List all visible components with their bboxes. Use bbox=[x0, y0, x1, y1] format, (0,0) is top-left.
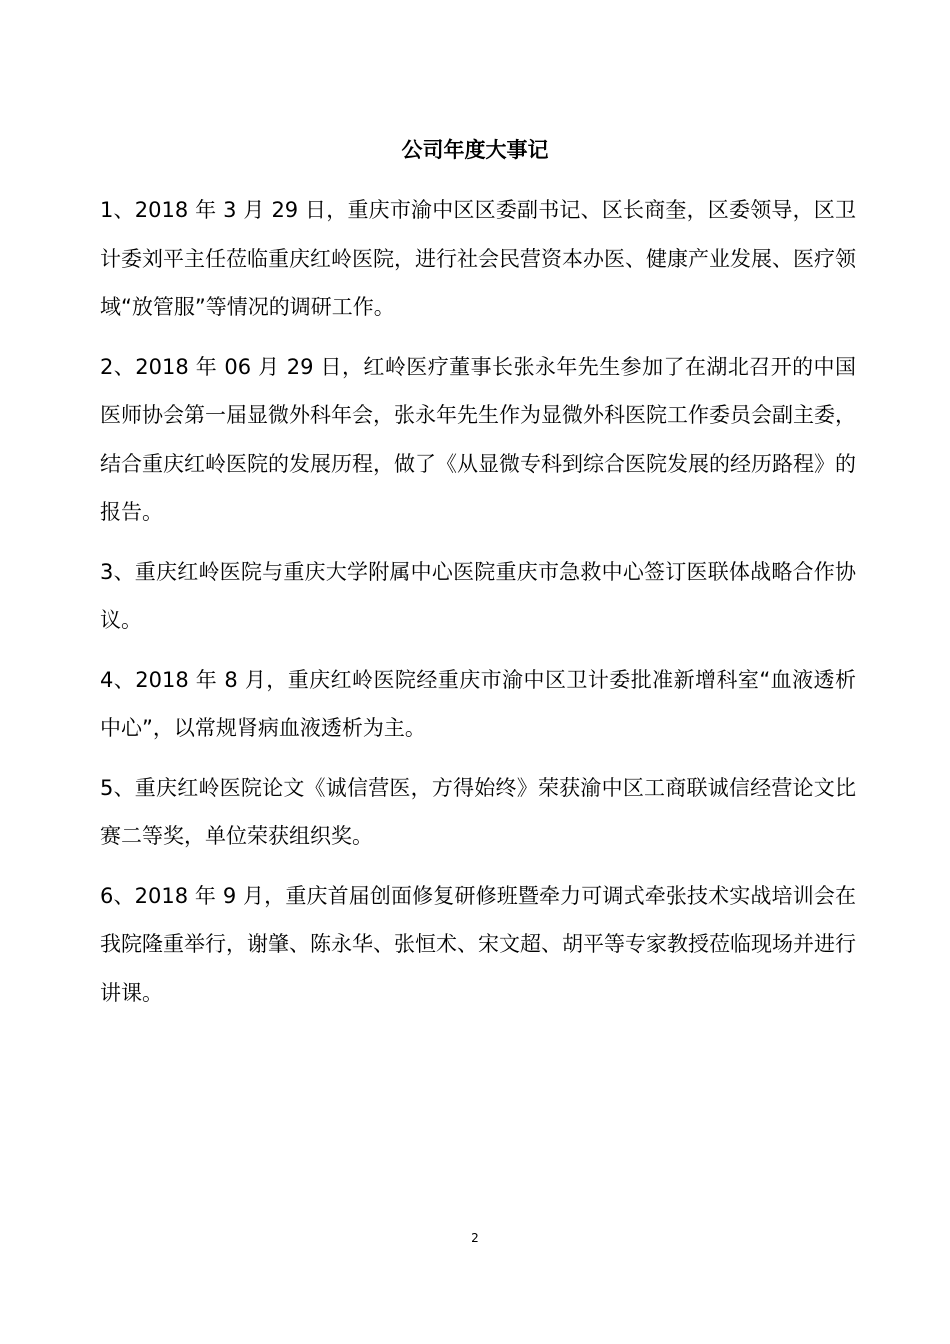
page-number: 2 bbox=[471, 1231, 479, 1245]
event-paragraph-5: 5、重庆红岭医院论文《诚信营医，方得始终》荣获渝中区工商联诚信经营论文比赛二等奖，单位荣获组织奖。 bbox=[100, 775, 856, 848]
document-title: 公司年度大事记 bbox=[401, 138, 549, 162]
event-paragraph-2: 2、2018 年 06 月 29 日，红岭医疗董事长张永年先生参加了在湖北召开的中国医师协会第一届显微外科年会，张永年先生作为显微外科医院工作委员会副主委，结合重庆红岭医院的发展历程，做了《从显微专科到综合医院发展的经历路程》的报告。 bbox=[100, 354, 856, 524]
event-paragraph-3: 3、重庆红岭医院与重庆大学附属中心医院重庆市急救中心签订医联体战略合作协议。 bbox=[100, 559, 856, 632]
event-paragraph-4: 4、2018 年 8 月，重庆红岭医院经重庆市渝中区卫计委批准新增科室“血液透析中心”，以常规肾病血液透析为主。 bbox=[100, 667, 856, 740]
event-paragraph-1: 1、2018 年 3 月 29 日，重庆市渝中区区委副书记、区长商奎，区委领导，区卫计委刘平主任莅临重庆红岭医院，进行社会民营资本办医、健康产业发展、医疗领域“放管服”等情况的调研工作。 bbox=[100, 198, 856, 319]
event-paragraph-6: 6、2018 年 9 月，重庆首届创面修复研修班暨牵力可调式牵张技术实战培训会在我院隆重举行，谢肇、陈永华、张恒术、宋文超、胡平等专家教授莅临现场并进行讲课。 bbox=[100, 883, 856, 1005]
document-body bbox=[100, 186, 856, 1028]
